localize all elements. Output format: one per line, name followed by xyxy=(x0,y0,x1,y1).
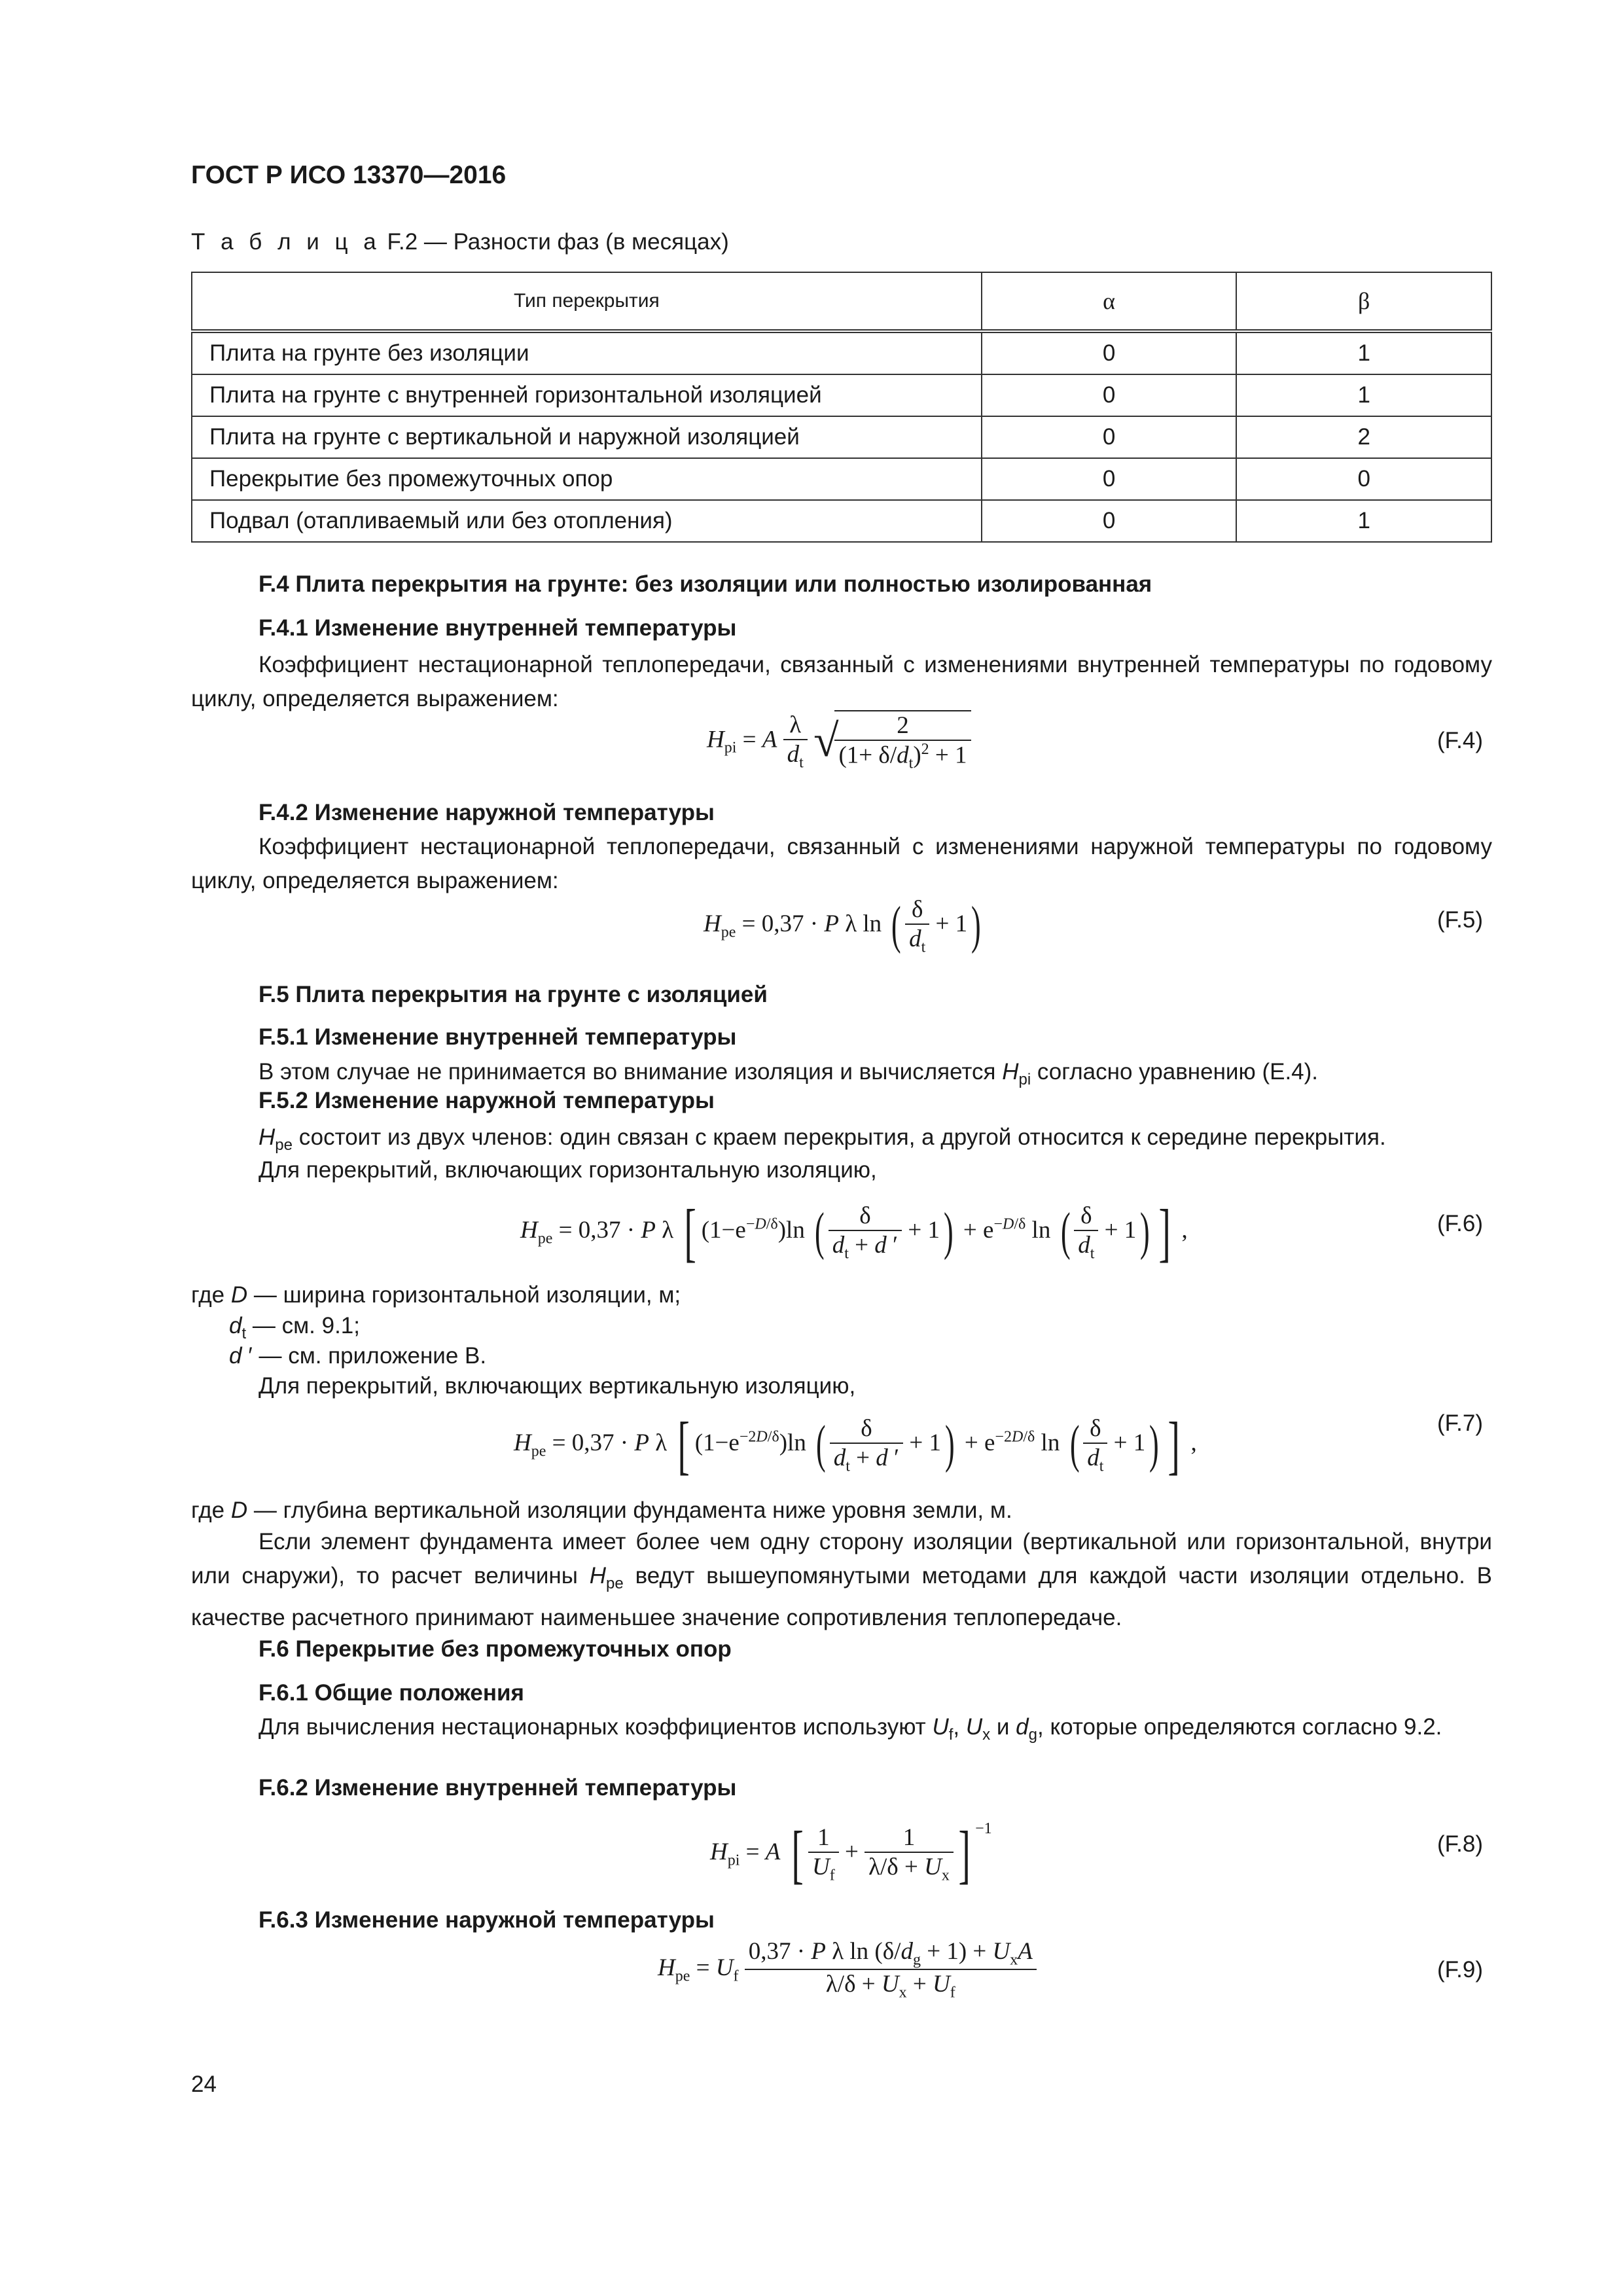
table-row xyxy=(192,331,1491,374)
section-heading-f5: F.5 Плита перекрытия на грунте с изоляцией xyxy=(259,982,768,1007)
paragraph-f51-a: В этом случае не принимается во внимание изоляция и вычисляется xyxy=(259,1059,996,1085)
section-heading-f41: F.4.1 Изменение внутренней температуры xyxy=(259,615,737,641)
table-cell: 2 xyxy=(1236,416,1491,458)
table-caption xyxy=(191,229,729,255)
where-dprime-text: — см. приложение В. xyxy=(259,1343,487,1369)
equation-number: (F.9) xyxy=(1437,1957,1483,1982)
paragraph-f51-b: согласно уравнению (E.4). xyxy=(1037,1059,1319,1085)
table-cell: 1 xyxy=(1236,500,1491,542)
section-heading-f4: F.4 Плита перекрытия на грунте: без изоляции или полностью изолированная xyxy=(259,571,1152,597)
section-heading-f61: F.6.1 Общие положения xyxy=(259,1680,524,1706)
where-d-vertical-text: — глубина вертикальной изоляции фундамента ниже уровня земли, м. xyxy=(253,1498,1012,1523)
table-cell: 0 xyxy=(982,500,1237,542)
equation-number: (F.7) xyxy=(1437,1410,1483,1436)
table-cell: 0 xyxy=(982,374,1237,416)
formula-f6: $H_{pe} = 0,37 \cdot P$ λ [ $(1-e^{-D/\delta})\ln$ ( $\frac{\delta}{d_t + d '}$ + $1) + e^{-D/\delta}$ ln ( $\frac{\delta}{d_t}$ + 1) ] , xyxy=(520,1196,1188,1268)
table-header-cell: α xyxy=(982,272,1237,331)
page-number: 24 xyxy=(191,2072,217,2097)
table-cell: 0 xyxy=(982,331,1237,374)
formula-f8: $H_{pi} = A$ [ $\frac{1}{U_f}$ + $\frac{1}{\lambda/\delta + U_x}$ ] $^{-1}$ xyxy=(710,1818,992,1890)
paragraph-multiple-insulation-a: Если элемент фундамента имеет более чем одну сторону изоляции (вертикальной или горизонтальной, внутри или снаружи), то расчет величины xyxy=(191,1529,1492,1588)
paragraph-multiple-insulation-b: ведут вышеупомянутыми методами для каждой части изоляции отдельно. В качестве расчетного принимают наименьшее значение сопротивления теплопередаче. xyxy=(191,1563,1492,1630)
section-heading-f6: F.6 Перекрытие без промежуточных опор xyxy=(259,1636,732,1662)
phase-difference-table xyxy=(191,272,1492,543)
where-d-horizontal-text: — ширина горизонтальной изоляции, м; xyxy=(253,1282,681,1308)
where-d-horizontal: где D — ширина горизонтальной изоляции, м; xyxy=(191,1282,681,1308)
table-header-cell: β xyxy=(1236,272,1491,331)
equation-number: (F.6) xyxy=(1437,1211,1483,1236)
table-cell: 0 xyxy=(1236,458,1491,500)
table-header-row xyxy=(192,272,1491,331)
paragraph-f42: Коэффициент нестационарной теплопередачи, связанный с изменениями наружной температуры по годовому циклу, определяется выражением: xyxy=(191,834,1492,893)
table-row xyxy=(192,374,1491,416)
where-dprime: d ′ — см. приложение В. xyxy=(229,1343,487,1369)
section-heading-f42: F.4.2 Изменение наружной температуры xyxy=(259,800,715,825)
equation-number: (F.4) xyxy=(1437,728,1483,753)
paragraph-f52: $H_{pe}$ состоит из двух членов: один связан с краем перекрытия, а другой относится к середине перекрытия. xyxy=(259,1124,1386,1154)
standard-title: ГОСТ Р ИСО 13370—2016 xyxy=(191,161,507,189)
table-row xyxy=(192,458,1491,500)
table-cell: Перекрытие без промежуточных опор xyxy=(192,458,982,500)
equation-number: (F.8) xyxy=(1437,1831,1483,1857)
paragraph-f41: Коэффициент нестационарной теплопередачи, связанный с изменениями внутренней температуры по годовому циклу, определяется выражением: xyxy=(191,652,1492,711)
paragraph-f61-a: Для вычисления нестационарных коэффициентов используют xyxy=(259,1714,926,1740)
and-word: и xyxy=(996,1714,1010,1740)
table-caption-text: F.2 — Разности фаз (в месяцах) xyxy=(387,229,729,255)
section-heading-f62: F.6.2 Изменение внутренней температуры xyxy=(259,1775,737,1801)
equation-number: (F.5) xyxy=(1437,907,1483,933)
table-row xyxy=(192,500,1491,542)
paragraph-f61-b: которые определяются согласно 9.2. xyxy=(1050,1714,1442,1740)
paragraph-f52-horizontal: Для перекрытий, включающих горизонтальную изоляцию, xyxy=(259,1157,877,1183)
formula-f7: $H_{pe} = 0,37 \cdot P$ λ [ $(1-e^{-2D/\delta})\ln$ ( $\frac{\delta}{d_t + d '}$ + $1) + e^{-2D/\delta}$ ln ( $\frac{\delta}{d_t}$ + 1) ] , xyxy=(514,1408,1197,1481)
table-cell: Плита на грунте без изоляции xyxy=(192,331,982,374)
table-cell: Плита на грунте с внутренней горизонтальной изоляцией xyxy=(192,374,982,416)
table-cell: 1 xyxy=(1236,374,1491,416)
section-heading-f63: F.6.3 Изменение наружной температуры xyxy=(259,1907,715,1933)
paragraph-f51: В этом случае не принимается во внимание изоляция и вычисляется $H_{pi}$ согласно уравнению (E.4). xyxy=(259,1059,1319,1088)
table-header-cell: Тип перекрытия xyxy=(192,272,982,331)
formula-f4: $H_{pi} = A$ $\frac{\lambda}{d_t}$ √ $\frac{2}{(1+ \delta/d_t)^2 + 1}$ xyxy=(707,710,971,773)
table-caption-label: Т а б л и ц а xyxy=(191,229,381,255)
paragraph-f61: Для вычисления нестационарных коэффициентов используют $U_f$, $U_x$ и $d_g$, которые определяются согласно 9.2. xyxy=(259,1714,1442,1744)
formula-f9: $H_{pe} = U_f$ $\frac{0,37 \cdot P \lambda \ln (\delta/d_g + 1) + U_xA}{\lambda/\delta + U_x + U_f}$ xyxy=(658,1937,1037,2002)
where-word: где xyxy=(191,1498,225,1523)
table-cell: 0 xyxy=(982,458,1237,500)
where-d-vertical: где D — глубина вертикальной изоляции фундамента ниже уровня земли, м. xyxy=(191,1498,1012,1523)
where-dt: $d_t$ — см. 9.1; xyxy=(229,1313,360,1342)
formula-f5: $H_{pe} = 0,37 \cdot P$ λ ln ( $\frac{\delta}{d_t}$ + 1) xyxy=(704,896,981,956)
table-cell: 1 xyxy=(1236,331,1491,374)
table-row xyxy=(192,416,1491,458)
section-heading-f51: F.5.1 Изменение внутренней температуры xyxy=(259,1024,737,1050)
paragraph-f52-text: состоит из двух членов: один связан с краем перекрытия, а другой относится к середине перекрытия. xyxy=(298,1124,1386,1150)
paragraph-multiple-insulation: Если элемент фундамента имеет более чем одну сторону изоляции (вертикальной или горизонтальной, внутри или снаружи), то расчет величины $H_{pe}$ ведут вышеупомянутыми методами для каждой части изоляции отдельно. В качестве расчетного принимают наименьшее значение сопротивления теплопередаче. xyxy=(191,1529,1492,1630)
table-cell: Плита на грунте с вертикальной и наружной изоляцией xyxy=(192,416,982,458)
table-cell: 0 xyxy=(982,416,1237,458)
table-cell: Подвал (отапливаемый или без отопления) xyxy=(192,500,982,542)
paragraph-f52-vertical: Для перекрытий, включающих вертикальную изоляцию, xyxy=(259,1373,856,1399)
where-word: где xyxy=(191,1282,225,1308)
section-heading-f52: F.5.2 Изменение наружной температуры xyxy=(259,1088,715,1113)
where-dt-text: — см. 9.1; xyxy=(252,1313,360,1338)
